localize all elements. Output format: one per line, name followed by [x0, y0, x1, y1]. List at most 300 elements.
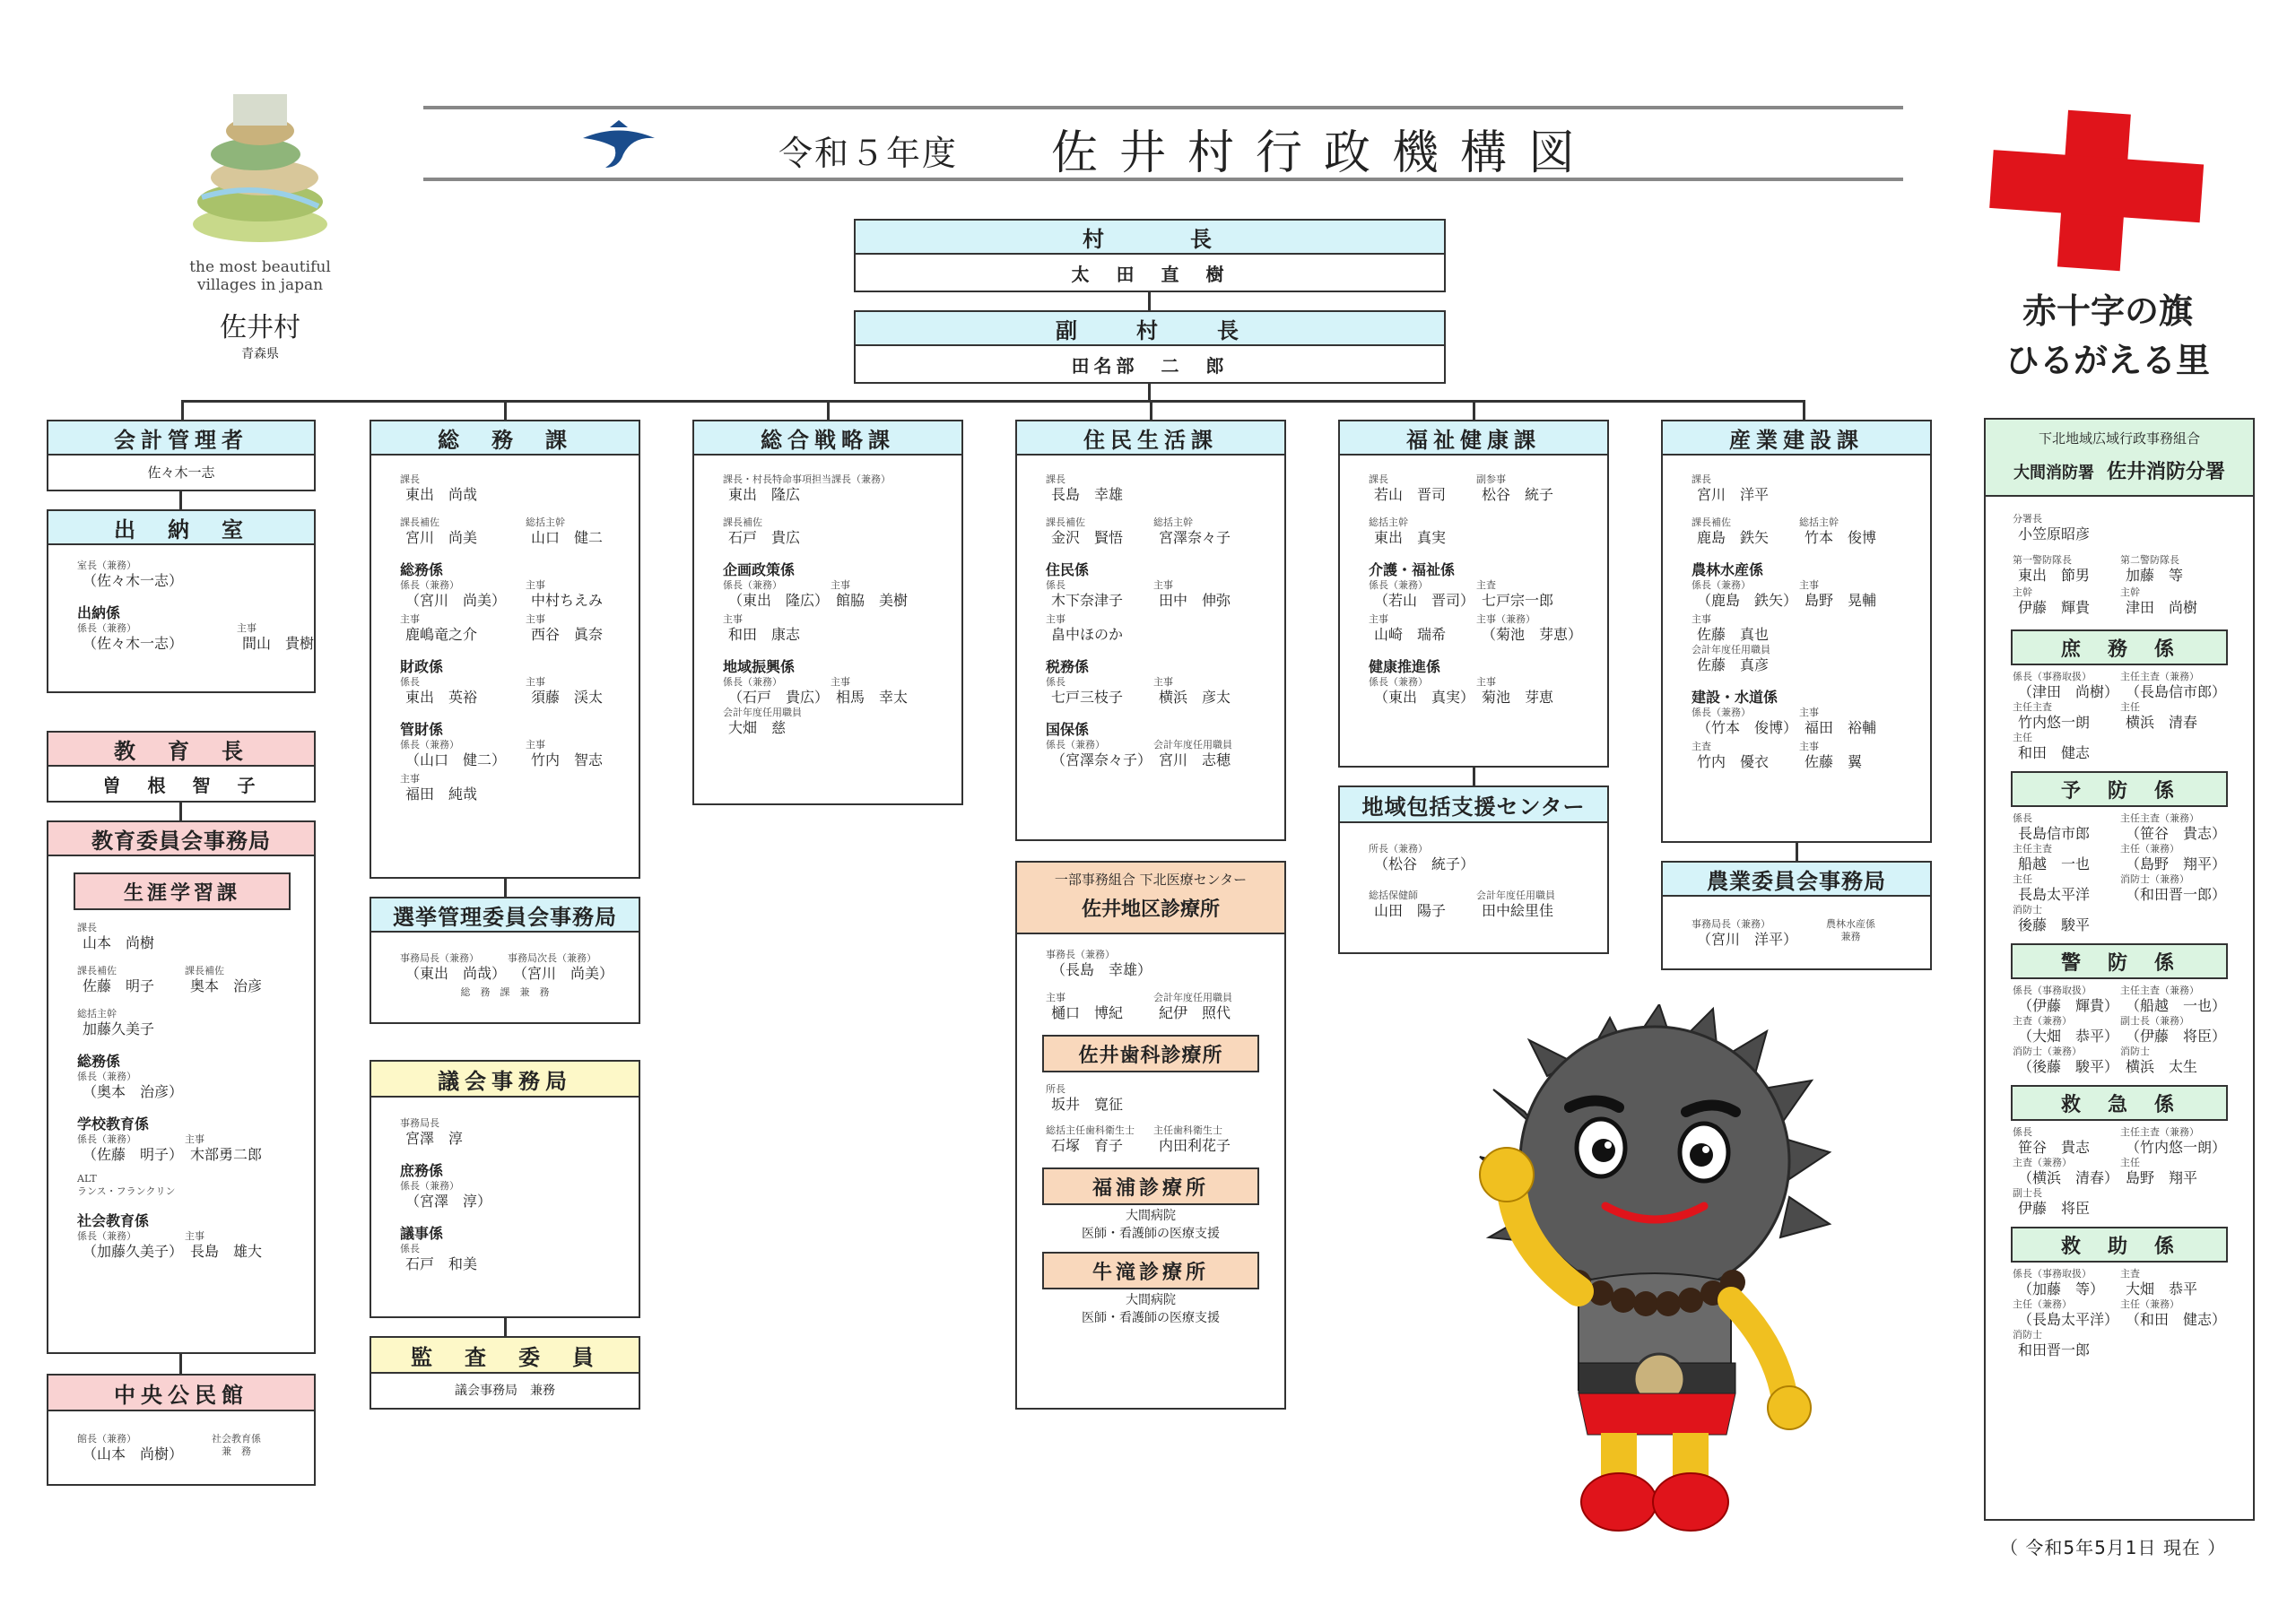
staff-title: 係長（兼務）: [723, 579, 782, 591]
staff-name: 島野 翔平: [2126, 1169, 2198, 1186]
comprehensive-strategy-title: 総合戦略課: [694, 421, 961, 456]
staff-name: （竹本 俊博）: [1697, 719, 1798, 736]
staff-name: 田中 伸弥: [1159, 592, 1231, 609]
staff-title: 主任主査: [2013, 843, 2052, 855]
section-label: 出納係: [77, 604, 121, 621]
staff-title: 係長（兼務）: [77, 1133, 136, 1145]
logo-prefecture: 青森県: [241, 347, 279, 361]
staff-title: 会計年度任用職員: [1153, 739, 1232, 751]
rescue-unit: 救 助 係: [2011, 1227, 2228, 1263]
staff-name: 長島 雄大: [190, 1243, 263, 1260]
staff-title: 係長（兼務）: [400, 579, 459, 591]
staff-name: 長島太平洋: [2018, 886, 2091, 903]
section-label: 住民係: [1046, 561, 1090, 578]
staff-name: （宮川 尚美）: [405, 592, 507, 609]
staff-title: 総括主幹: [526, 516, 565, 528]
staff-name: 石戸 和美: [405, 1255, 478, 1272]
staff-name: 宮澤 淳: [405, 1130, 464, 1147]
staff-name: （竹内悠一朗）: [2126, 1139, 2227, 1156]
mascot-character: [1444, 1004, 1910, 1542]
staff-title: 係長（兼務）: [1369, 579, 1428, 591]
staff-title: 主事: [1046, 613, 1065, 625]
staff-title: 主事: [526, 579, 545, 591]
staff-name: 佐藤 翼: [1805, 753, 1863, 770]
staff-title: 主査: [2120, 1268, 2140, 1280]
staff-title: 係長: [400, 676, 420, 688]
staff-title: 所長（兼務）: [1369, 843, 1428, 855]
staff-name: （島野 翔平）: [2126, 855, 2227, 872]
agriculture-committee-box: [1661, 861, 1932, 970]
staff-name: 東出 隆広: [728, 486, 801, 503]
vice-mayor-box: [854, 310, 1446, 384]
section-label: 議事係: [400, 1225, 444, 1242]
staff-title: 主事: [1153, 676, 1173, 688]
staff-name: 鹿島 鉄矢: [1697, 529, 1770, 546]
section-label: 農林水産係: [1692, 561, 1764, 578]
staff-title: 主事: [185, 1230, 204, 1242]
staff-name: 奥本 治彦: [190, 977, 263, 994]
staff-title: 係長（兼務）: [400, 739, 459, 751]
staff-name: 西谷 眞奈: [531, 626, 604, 643]
staff-title: 主事: [236, 622, 257, 634]
staff-name: 菊池 芽恵: [1482, 689, 1554, 706]
ushitaki-support-note: 医師・看護師の医療支援: [1082, 1311, 1220, 1325]
staff-title: 副士長（兼務）: [2120, 1015, 2189, 1027]
staff-name: （若山 晋司）: [1374, 592, 1475, 609]
staff-title: 係長（兼務）: [77, 622, 136, 634]
clinic-box: [1015, 861, 1286, 1410]
staff-name: 和田晋一郎: [2018, 1341, 2091, 1358]
staff-title: 主事: [400, 773, 420, 785]
staff-title: 課長: [1692, 473, 1711, 485]
staff-name: 横浜 清春: [2126, 714, 2198, 731]
staff-name: （佐々木一志）: [83, 635, 184, 652]
staff-name: （鹿島 鉄矢）: [1697, 592, 1798, 609]
staff-title: 所長: [1046, 1083, 1065, 1095]
dental-clinic-box: 佐井歯科診療所: [1042, 1035, 1259, 1072]
staff-name: 間山 貴樹: [241, 635, 314, 652]
staff-title: 消防士: [2013, 904, 2042, 916]
staff-name: ランス・フランクリン: [77, 1185, 176, 1197]
staff-name: 木部勇二郎: [190, 1146, 263, 1163]
staff-name: 福田 純哉: [405, 785, 478, 803]
staff-name: 内田利花子: [1159, 1137, 1231, 1154]
staff-title: 主査: [1476, 579, 1496, 591]
accounting-manager-title: 会計管理者: [48, 421, 314, 456]
staff-title: 第一警防隊長: [2013, 554, 2072, 566]
staff-title: 総括主幹: [77, 1008, 117, 1020]
right-logo: [1973, 99, 2242, 386]
staff-name: 東出 尚哉: [405, 486, 478, 503]
staff-name: 田中絵里佳: [1482, 902, 1554, 919]
staff-title: 主幹: [2120, 586, 2140, 598]
staff-name: 松谷 統子: [1482, 486, 1554, 503]
community-support-center-box: [1338, 785, 1609, 954]
general-affairs-unit: 庶 務 係: [2011, 629, 2228, 665]
staff-title: 主事: [1799, 741, 1819, 752]
staff-title: 課長補佐: [185, 965, 224, 976]
community-support-center-title: 地域包括支援センター: [1340, 787, 1607, 823]
staff-name: 若山 晋司: [1374, 486, 1447, 503]
industry-construction-box: [1661, 420, 1932, 843]
staff-title: 館長（兼務）: [77, 1433, 136, 1445]
staff-title: 主事: [526, 676, 545, 688]
mayor-title: 村 長: [856, 221, 1444, 255]
staff-title: 総括主幹: [1153, 516, 1193, 528]
staff-name: 船越 一也: [2018, 855, 2091, 872]
staff-title: 事務局長（兼務）: [400, 952, 479, 964]
welfare-health-box: [1338, 420, 1609, 768]
staff-title: 事務局長: [400, 1117, 439, 1129]
staff-name: 横浜 彦太: [1159, 689, 1231, 706]
staff-title: 総括主任歯科衛生士: [1046, 1124, 1135, 1136]
fukuura-support-hospital: 大間病院: [1126, 1209, 1176, 1223]
staff-name: （和田 健志）: [2126, 1311, 2227, 1328]
staff-name: 竹内 智志: [531, 751, 604, 768]
section-label: 建設・水道係: [1692, 689, 1779, 706]
clinic-title: 佐井地区診療所: [1081, 898, 1220, 921]
staff-title: 消防士: [2120, 1046, 2150, 1057]
staff-name: 畠中ほのか: [1051, 626, 1124, 643]
staff-title: 事務局長（兼務）: [1692, 918, 1770, 930]
section-label: 学校教育係: [77, 1115, 150, 1133]
staff-name: 竹内 優衣: [1697, 753, 1770, 770]
staff-name: 加藤 等: [2126, 567, 2184, 584]
staff-name: （佐々木一志）: [83, 572, 184, 589]
staff-name: 伊藤 将臣: [2018, 1200, 2091, 1217]
mayor-name: 太 田 直 樹: [1071, 263, 1229, 285]
staff-title: 課長: [1369, 473, 1388, 485]
village-emblem-icon: [578, 118, 659, 176]
staff-title: 課長・村長特命事項担当課長（兼務）: [723, 473, 891, 485]
staff-title: 係長: [2013, 812, 2032, 824]
staff-name: 石戸 貴広: [728, 529, 801, 546]
staff-title: 係長（兼務）: [1369, 676, 1428, 688]
staff-title: 主査: [1692, 741, 1711, 752]
staff-title: 主任: [2120, 701, 2140, 713]
staff-name: 長島 幸雄: [1051, 486, 1124, 503]
staff-title: 主任（兼務）: [2013, 1298, 2072, 1310]
as-of-date: （ 令和5年5月1日 現在 ）: [2000, 1537, 2227, 1558]
logo-village-name: 佐井村: [220, 312, 300, 343]
staff-name: （横浜 清春）: [2018, 1169, 2119, 1186]
staff-title: 主任歯科衛生士: [1153, 1124, 1222, 1136]
staff-name: 山口 健二: [531, 529, 604, 546]
village-hills-illustration: [184, 90, 336, 251]
section-label: 国保係: [1046, 721, 1090, 738]
audit-committee-title: 監 査 委 員: [371, 1338, 639, 1374]
staff-title: 主査（兼務）: [2013, 1157, 2072, 1168]
staff-name: （加藤 等）: [2018, 1280, 2105, 1298]
left-logo: [170, 90, 350, 377]
staff-title: 主任主査（兼務）: [2120, 1126, 2199, 1138]
staff-name: 佐藤 真彦: [1697, 656, 1770, 673]
slogan-line-1: 赤十字の旗: [2022, 291, 2193, 331]
staff-name: 和田 康志: [728, 626, 801, 643]
staff-title: 主事: [1046, 992, 1065, 1003]
staff-name: 宮川 尚美: [405, 529, 478, 546]
staff-title: 総括主幹: [1799, 516, 1839, 528]
staff-name: 小笠原昭彦: [2018, 525, 2091, 542]
welfare-health-title: 福祉健康課: [1340, 421, 1607, 456]
assembly-office-box: [370, 1060, 640, 1318]
staff-title: 事務局次長（兼務）: [508, 952, 596, 964]
staff-title: 会計年度任用職員: [723, 707, 802, 718]
red-cross-icon: [1973, 99, 2242, 278]
staff-name: 大畑 恭平: [2126, 1280, 2198, 1298]
staff-title: 主事: [185, 1133, 204, 1145]
staff-title: 総括主幹: [1369, 516, 1408, 528]
staff-name: 伊藤 輝貴: [2018, 599, 2091, 616]
staff-title: 係長: [2013, 1126, 2032, 1138]
staff-name: 中村ちえみ: [531, 592, 604, 609]
section-label: 管財係: [400, 721, 444, 738]
education-superintendent-box: [47, 731, 316, 803]
accounting-manager-name: 佐々木一志: [147, 464, 215, 481]
logo-tagline-1: the most beautiful: [189, 258, 331, 276]
staff-name: 後藤 駿平: [2018, 916, 2091, 933]
staff-name: （奥本 治彦）: [83, 1083, 184, 1100]
staff-title: 会計年度任用職員: [1153, 992, 1232, 1003]
staff-title: 主任主査（兼務）: [2120, 985, 2199, 996]
fukuura-support-note: 医師・看護師の医療支援: [1082, 1227, 1220, 1241]
ushitaki-clinic-box: 牛滝診療所: [1042, 1252, 1259, 1289]
staff-title: 主幹: [2013, 586, 2032, 598]
ushitaki-support-hospital: 大間病院: [1126, 1293, 1176, 1307]
staff-title: 会計年度任用職員: [1692, 644, 1770, 655]
staff-name: （後藤 駿平）: [2018, 1058, 2119, 1075]
election-board-box: [370, 897, 640, 1024]
staff-title: 係長（兼務）: [1692, 707, 1751, 718]
staff-name: 七戸宗一郎: [1482, 592, 1554, 609]
staff-name: 木下奈津子: [1051, 592, 1124, 609]
prevention-unit: 予 防 係: [2011, 771, 2228, 807]
staff-title: 主事: [831, 676, 850, 688]
staff-title: 係長: [400, 1243, 420, 1254]
page-title: 佐井村行政機構図: [1051, 126, 1597, 180]
staff-name: （長島太平洋）: [2018, 1311, 2119, 1328]
staff-title: 係長（兼務）: [1692, 579, 1751, 591]
staff-title: 消防士（兼務）: [2013, 1046, 2082, 1057]
clinic-organization: 一部事務組合 下北医療センター: [1054, 872, 1248, 888]
staff-title: 主任: [2120, 1157, 2140, 1168]
staff-title: 係長（兼務）: [77, 1071, 136, 1082]
industry-construction-title: 産業建設課: [1663, 421, 1930, 456]
section-label: 税務係: [1046, 658, 1090, 675]
staff-name: 宮川 洋平: [1697, 486, 1770, 503]
section-label: 総務係: [400, 561, 444, 578]
staff-title: 係長（兼務）: [400, 1180, 459, 1192]
staff-title: 係長（事務取扱）: [2013, 671, 2092, 682]
staff-title: 課長補佐: [723, 516, 762, 528]
staff-name: 島野 晃輔: [1805, 592, 1877, 609]
staff-title: 副参事: [1476, 473, 1506, 485]
staff-title: 課長: [400, 473, 420, 485]
staff-name: 津田 尚樹: [2126, 599, 2198, 616]
staff-name: （東出 尚哉）: [405, 965, 507, 982]
staff-name: 長島信市郎: [2018, 825, 2091, 842]
staff-name: （東出 隆広）: [728, 592, 830, 609]
fire-station-box: [1984, 418, 2255, 1521]
fire-defense-unit: 警 防 係: [2011, 943, 2228, 979]
section-label: 総務係: [77, 1053, 121, 1070]
staff-title: 主任主査（兼務）: [2120, 812, 2199, 824]
staff-name: 鹿嶋竜之介: [405, 626, 478, 643]
accounting-manager-box: [47, 420, 316, 491]
staff-title: 副士長: [2013, 1187, 2042, 1199]
general-affairs-box: [370, 420, 640, 879]
staff-title: 主任（兼務）: [2120, 1298, 2179, 1310]
staff-title: 係長（事務取扱）: [2013, 1268, 2092, 1280]
staff-name: （長島信市郎）: [2126, 683, 2227, 700]
staff-name: 山崎 瑞希: [1374, 626, 1447, 643]
staff-title: 消防士: [2013, 1329, 2042, 1341]
central-community-hall-box: [47, 1374, 316, 1486]
resident-life-box: [1015, 420, 1286, 841]
staff-title: 主任: [2013, 873, 2032, 885]
mayor-box: [854, 219, 1446, 292]
staff-name: （山口 健二）: [405, 751, 507, 768]
staff-name: （宮澤奈々子）: [1051, 751, 1152, 768]
staff-title: 社会教育係: [212, 1433, 261, 1445]
staff-title: 農林水産係: [1826, 918, 1875, 930]
staff-title: 主事: [723, 613, 743, 625]
staff-name: 紀伊 照代: [1159, 1004, 1231, 1021]
comprehensive-strategy-box: [692, 420, 963, 805]
staff-name: 東出 真実: [1374, 529, 1447, 546]
staff-title: 係長（兼務）: [723, 676, 782, 688]
staff-title: 主事: [1799, 707, 1819, 718]
section-label: 健康推進係: [1369, 658, 1441, 675]
staff-title: 主事: [1476, 676, 1496, 688]
staff-name: （和田晋一郎）: [2126, 886, 2227, 903]
section-label: 企画政策係: [723, 561, 796, 578]
staff-title: ALT: [77, 1173, 97, 1185]
logo-tagline-2: villages in japan: [196, 276, 324, 294]
staff-name: （津田 尚樹）: [2018, 683, 2119, 700]
education-board-office-title: 教育委員会事務局: [48, 822, 314, 856]
staff-name: （大畑 恭平）: [2018, 1028, 2119, 1045]
staff-title: 係長: [1046, 579, 1065, 591]
education-superintendent-name: 曽 根 智 子: [102, 774, 260, 796]
staff-title: 係長（兼務）: [77, 1230, 136, 1242]
staff-title: 課長: [1046, 473, 1065, 485]
staff-name: 大畑 慈: [728, 719, 787, 736]
staff-name: 東出 英裕: [405, 689, 478, 706]
staff-title: 係長: [1046, 676, 1065, 688]
staff-title: 総括保健師: [1369, 890, 1418, 901]
staff-title: 主事: [1799, 579, 1819, 591]
staff-name: （菊池 芽恵）: [1482, 626, 1583, 643]
staff-name: （佐藤 明子）: [83, 1146, 184, 1163]
assembly-office-title: 議会事務局: [371, 1062, 639, 1098]
staff-name: （宮川 洋平）: [1697, 931, 1798, 948]
staff-title: 課長補佐: [1046, 516, 1085, 528]
staff-title: 主事: [1153, 579, 1173, 591]
lifelong-learning-section: 生涯学習課: [74, 872, 291, 910]
staff-title: 主任: [2013, 732, 2032, 743]
staff-title: 係長（兼務）: [1046, 739, 1105, 751]
section-label: 庶務係: [400, 1162, 444, 1179]
resident-life-title: 住民生活課: [1017, 421, 1284, 456]
section-label: 介護・福祉係: [1369, 561, 1456, 578]
staff-name: （宮澤 淳）: [405, 1193, 492, 1210]
audit-committee-box: [370, 1336, 640, 1410]
staff-name: 相馬 幸太: [836, 689, 909, 706]
staff-name: （船越 一也）: [2126, 997, 2227, 1014]
staff-name: 東出 節男: [2018, 567, 2091, 584]
staff-title: 主査（兼務）: [2013, 1015, 2072, 1027]
agriculture-committee-title: 農業委員会事務局: [1663, 863, 1930, 897]
vice-mayor-name: 田名部 二 郎: [1071, 354, 1229, 377]
staff-title: 主事: [526, 613, 545, 625]
staff-name: 横浜 太生: [2126, 1058, 2198, 1075]
staff-note: 兼 務: [222, 1445, 251, 1457]
staff-name: 加藤久美子: [83, 1020, 155, 1037]
staff-name: 宮澤奈々子: [1159, 529, 1231, 546]
staff-title: 課長補佐: [77, 965, 117, 976]
section-label: 社会教育係: [77, 1212, 150, 1229]
fire-branch-name: 佐井消防分署: [2106, 461, 2225, 483]
staff-name: 宮川 志穂: [1159, 751, 1231, 768]
staff-name: （山本 尚樹）: [83, 1445, 184, 1462]
staff-name: 坂井 寛征: [1051, 1096, 1124, 1113]
staff-title: 主事: [1369, 613, 1388, 625]
staff-name: 和田 健志: [2018, 744, 2091, 761]
staff-name: 佐藤 明子: [83, 977, 155, 994]
staff-title: 主事: [526, 739, 545, 751]
staff-name: 竹内悠一朗: [2018, 714, 2091, 731]
staff-name: （石戸 貴広）: [728, 689, 830, 706]
election-board-note: 総 務 課 兼 務: [460, 986, 550, 998]
treasury-office-box: [47, 509, 316, 693]
staff-title: 課長補佐: [400, 516, 439, 528]
fukuura-clinic-box: 福浦診療所: [1042, 1167, 1259, 1205]
general-affairs-title: 総 務 課: [371, 421, 639, 456]
slogan-line-2: ひるがえる里: [2005, 341, 2210, 380]
staff-name: 福田 裕輔: [1805, 719, 1877, 736]
staff-name: 山田 陽子: [1374, 902, 1447, 919]
education-board-office-box: [47, 820, 316, 1354]
staff-name: （松谷 統子）: [1374, 855, 1475, 872]
staff-name: （伊藤 将臣）: [2126, 1028, 2227, 1045]
staff-name: （笹谷 貴志）: [2126, 825, 2227, 842]
staff-title: 主事: [1692, 613, 1711, 625]
staff-title: 主事: [831, 579, 850, 591]
staff-name: 佐藤 真也: [1697, 626, 1770, 643]
fire-station-name: 大間消防署: [2013, 464, 2094, 482]
treasury-office-title: 出 納 室: [48, 511, 314, 545]
staff-title: 分署長: [2013, 513, 2042, 525]
audit-committee-note: 議会事務局 兼務: [455, 1384, 555, 1398]
staff-title: 主事: [400, 613, 420, 625]
staff-name: （宮川 尚美）: [513, 965, 614, 982]
staff-title: 第二警防隊長: [2120, 554, 2179, 566]
fire-union-name: 下北地域広域行政事務組合: [2038, 430, 2200, 447]
central-community-hall-title: 中央公民館: [48, 1376, 314, 1411]
staff-note: 兼務: [1840, 931, 1861, 942]
staff-name: 館脇 美樹: [836, 592, 909, 609]
staff-name: （東出 真実）: [1374, 689, 1475, 706]
staff-title: 会計年度任用職員: [1476, 890, 1555, 901]
fiscal-year: 令和５年度: [778, 134, 959, 173]
staff-name: （加藤久美子）: [83, 1243, 184, 1260]
staff-name: 笹谷 貴志: [2018, 1139, 2091, 1156]
staff-name: 石塚 育子: [1051, 1137, 1124, 1154]
election-board-title: 選挙管理委員会事務局: [371, 898, 639, 933]
staff-name: 金沢 賢悟: [1051, 529, 1124, 546]
staff-name: 樋口 博紀: [1051, 1004, 1124, 1021]
